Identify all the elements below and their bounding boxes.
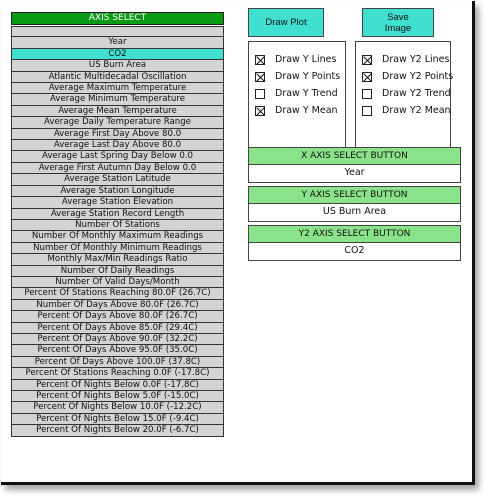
- x-axis-select-button[interactable]: X AXIS SELECT BUTTON: [248, 147, 461, 165]
- y-draw-checkbox[interactable]: [255, 55, 265, 65]
- y2-draw-checkbox[interactable]: [362, 106, 372, 116]
- y2-axis-select-button[interactable]: Y2 AXIS SELECT BUTTON: [248, 225, 461, 243]
- x-axis-value: Year: [248, 165, 461, 183]
- y-draw-option-row[interactable]: [255, 68, 345, 85]
- y-axis-value: US Burn Area: [248, 204, 461, 222]
- axis-list-item[interactable]: Year: [11, 37, 224, 48]
- axis-list-item[interactable]: Percent Of Days Above 90.0F (32.2C): [11, 334, 224, 345]
- y2-draw-checkbox[interactable]: [362, 89, 372, 99]
- axis-list-item[interactable]: Number Of Stations: [11, 220, 224, 231]
- y2-draw-option-row[interactable]: [362, 51, 450, 68]
- axis-list-item[interactable]: Average Maximum Temperature: [11, 83, 224, 94]
- y2-axis-select-group: [248, 225, 461, 261]
- axis-list-item[interactable]: Average Minimum Temperature: [11, 94, 224, 105]
- x-axis-select-group: [248, 147, 461, 183]
- axis-list-item[interactable]: Percent Of Nights Below 0.0F (-17.8C): [11, 380, 224, 391]
- axis-list-item[interactable]: Percent Of Stations Reaching 0.0F (-17.8C): [11, 368, 224, 379]
- y2-draw-option-label: Draw Y2 Trend: [382, 88, 451, 99]
- axis-list-item[interactable]: US Burn Area: [11, 60, 224, 71]
- axis-select-list: [11, 26, 224, 437]
- y2-draw-options: [355, 41, 454, 158]
- y2-draw-option-label: Draw Y2 Lines: [382, 54, 450, 65]
- axis-list-item[interactable]: Monthly Max/Min Readings Ratio: [11, 254, 224, 265]
- axis-list-item[interactable]: Average Last Spring Day Below 0.0: [11, 151, 224, 162]
- y2-axis-value: CO2: [248, 243, 461, 261]
- y-draw-option-row[interactable]: [255, 51, 345, 68]
- axis-list-item[interactable]: Percent Of Days Above 95.0F (35.0C): [11, 345, 224, 356]
- y-draw-option-label: Draw Y Lines: [275, 54, 337, 65]
- axis-list-item[interactable]: Average Station Latitude: [11, 174, 224, 185]
- draw-plot-button[interactable]: Draw Plot: [248, 8, 324, 37]
- axis-list-item[interactable]: Percent Of Days Above 85.0F (29.4C): [11, 323, 224, 334]
- save-image-button[interactable]: [362, 8, 434, 37]
- axis-select-header: AXIS SELECT: [11, 12, 224, 25]
- y-draw-option-label: Draw Y Trend: [275, 88, 338, 99]
- axis-list-item[interactable]: Percent Of Nights Below 10.0F (-12.2C): [11, 402, 224, 413]
- y-draw-option-row[interactable]: [255, 102, 345, 119]
- save-image-label: Save Image: [384, 11, 412, 34]
- axis-list-item[interactable]: Average First Autumn Day Below 0.0: [11, 163, 224, 174]
- axis-list-item[interactable]: Percent Of Nights Below 20.0F (-6.7C): [11, 425, 224, 436]
- y-draw-checkbox[interactable]: [255, 106, 265, 116]
- axis-list-item[interactable]: Number Of Valid Days/Month: [11, 277, 224, 288]
- axis-list-item[interactable]: Average Station Elevation: [11, 197, 224, 208]
- axis-list-item[interactable]: Number Of Daily Readings: [11, 266, 224, 277]
- y-draw-option-row[interactable]: [255, 85, 345, 102]
- axis-list-item[interactable]: CO2: [11, 49, 224, 60]
- axis-select-panel: [11, 12, 224, 437]
- y2-draw-checkbox[interactable]: [362, 55, 372, 65]
- y2-draw-checkbox[interactable]: [362, 72, 372, 82]
- y2-draw-option-row[interactable]: [362, 68, 454, 85]
- y-draw-checkbox[interactable]: [255, 72, 265, 82]
- axis-list-item[interactable]: Percent Of Days Above 100.0F (37.8C): [11, 357, 224, 368]
- y2-draw-option-row[interactable]: [362, 102, 450, 119]
- axis-list-item[interactable]: Average Last Day Above 80.0: [11, 140, 224, 151]
- axis-list-item[interactable]: Average Mean Temperature: [11, 106, 224, 117]
- y-draw-option-label: Draw Y Points: [275, 71, 341, 82]
- axis-list-item[interactable]: Percent Of Nights Below 15.0F (-9.4C): [11, 414, 224, 425]
- axis-list-item[interactable]: Percent Of Days Above 80.0F (26.7C): [11, 311, 224, 322]
- y2-draw-option-label: Draw Y2 Mean: [382, 105, 451, 116]
- axis-list-item[interactable]: Average Daily Temperature Range: [11, 117, 224, 128]
- y2-draw-option-row[interactable]: [362, 85, 450, 102]
- axis-list-item[interactable]: Average Station Longitude: [11, 186, 224, 197]
- axis-list-item[interactable]: Average First Day Above 80.0: [11, 129, 224, 140]
- axis-list-item[interactable]: Percent Of Nights Below 5.0F (-15.0C): [11, 391, 224, 402]
- y-draw-option-label: Draw Y Mean: [275, 105, 338, 116]
- y-draw-options: [248, 41, 346, 158]
- axis-list-item[interactable]: Atlantic Multidecadal Oscillation: [11, 72, 224, 83]
- axis-list-item[interactable]: Number Of Monthly Maximum Readings: [11, 231, 224, 242]
- axis-list-item[interactable]: Number Of Monthly Minimum Readings: [11, 243, 224, 254]
- y-draw-checkbox[interactable]: [255, 89, 265, 99]
- y2-draw-option-label: Draw Y2 Points: [382, 71, 454, 82]
- axis-list-item[interactable]: [11, 26, 224, 37]
- axis-list-item[interactable]: Percent Of Stations Reaching 80.0F (26.7C): [11, 288, 224, 299]
- app-window: [1, 1, 475, 485]
- y-axis-select-group: [248, 186, 461, 222]
- y-axis-select-button[interactable]: Y AXIS SELECT BUTTON: [248, 186, 461, 204]
- axis-list-item[interactable]: Number Of Days Above 80.0F (26.7C): [11, 300, 224, 311]
- axis-list-item[interactable]: Average Station Record Length: [11, 209, 224, 220]
